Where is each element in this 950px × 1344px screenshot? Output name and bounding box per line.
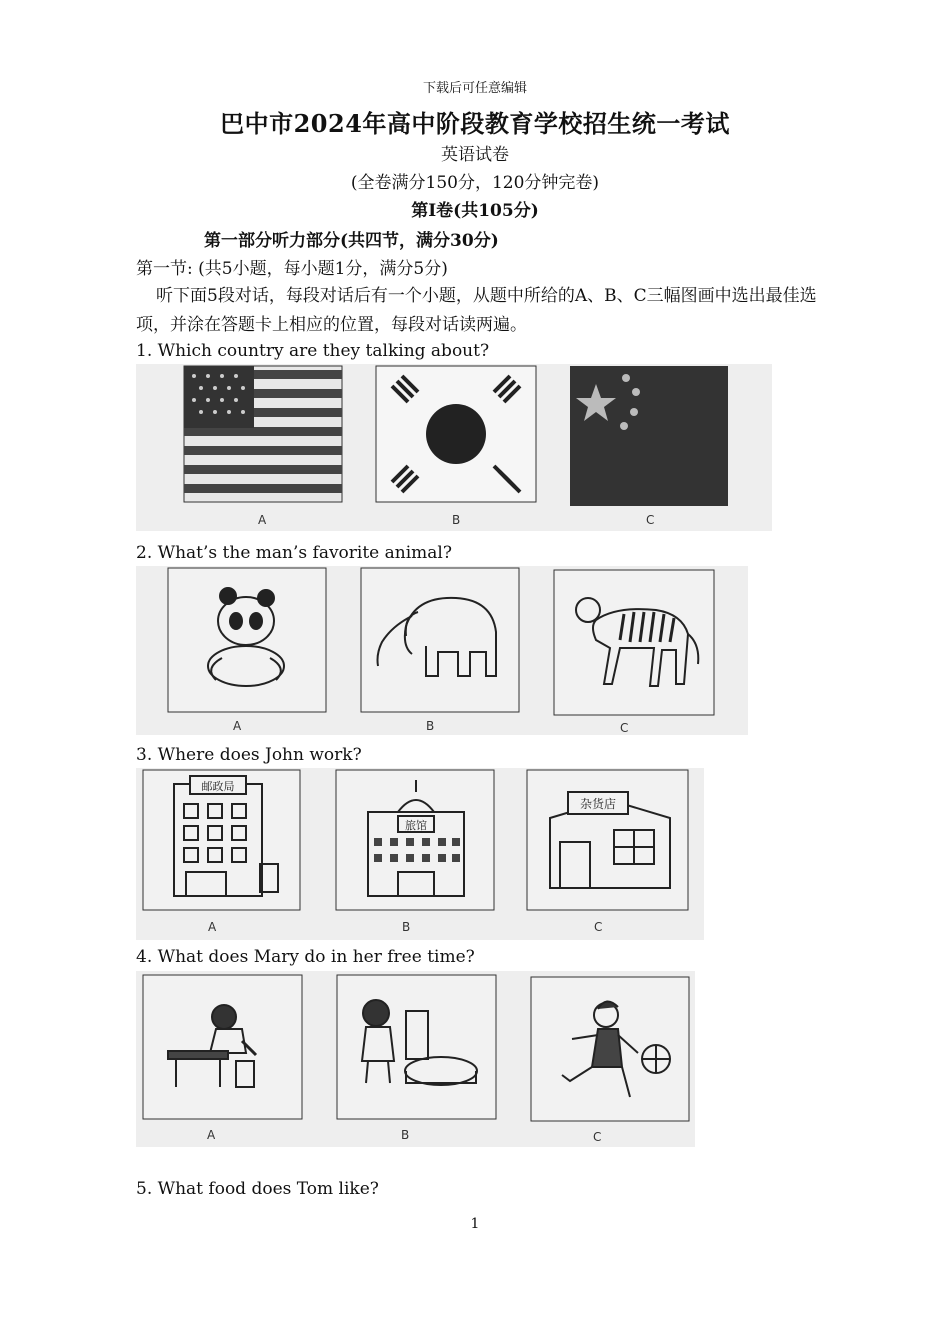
question-5: 5. What food does Tom like? [136, 1179, 379, 1199]
option-c-label: C [593, 1130, 602, 1144]
question-2: 2. What’s the man’s favorite animal? [136, 543, 452, 563]
option-c-label: C [594, 920, 603, 934]
option-c-label: C [646, 513, 655, 527]
question-3: 3. Where does John work? [136, 745, 362, 765]
china-flag-icon [570, 366, 728, 506]
question-4-pictures [136, 971, 695, 1147]
option-b-label: B [401, 1128, 410, 1142]
question-1: 1. Which country are they talking about? [136, 341, 490, 361]
hotel-sign: 旅馆 [405, 819, 427, 832]
option-b-label: B [452, 513, 461, 527]
question-1-pictures [136, 364, 772, 531]
usa-flag-icon [184, 366, 342, 502]
page-number: 1 [470, 1216, 480, 1232]
section-heading: 第一节: (共5小题，每小题1分，满分5分) [136, 259, 448, 279]
option-a-label: A [233, 719, 242, 733]
exam-title: 巴中市2024年高中阶段教育学校招生统一考试 [220, 109, 730, 138]
shop-sign: 杂货店 [579, 797, 617, 811]
page-header-note: 下载后可任意编辑 [422, 81, 527, 96]
exam-subtitle: 英语试卷 [441, 145, 509, 165]
option-a-label: A [207, 1128, 216, 1142]
option-b-label: B [426, 719, 435, 733]
question-4: 4. What does Mary do in her free time? [136, 947, 475, 967]
question-2-pictures [136, 566, 748, 735]
instruction-text: 听下面5段对话，每段对话后有一个小题，从题中所给的A、B、C三幅图画中选出最佳选项，并涂在答题卡上相应的位置，每段对话读两遍。 [136, 286, 817, 335]
option-c-label: C [620, 721, 629, 735]
option-a-label: A [208, 920, 217, 934]
option-b-label: B [402, 920, 411, 934]
part-heading: 第一部分听力部分(共四节，满分30分) [204, 231, 499, 251]
post-office-sign: 邮政局 [201, 780, 235, 793]
question-3-pictures [136, 768, 704, 940]
score-note: (全卷满分150分，120分钟完卷) [350, 173, 600, 193]
volume-heading: 第I卷(共105分) [411, 201, 539, 221]
option-a-label: A [258, 513, 267, 527]
korea-flag-icon [376, 366, 536, 502]
